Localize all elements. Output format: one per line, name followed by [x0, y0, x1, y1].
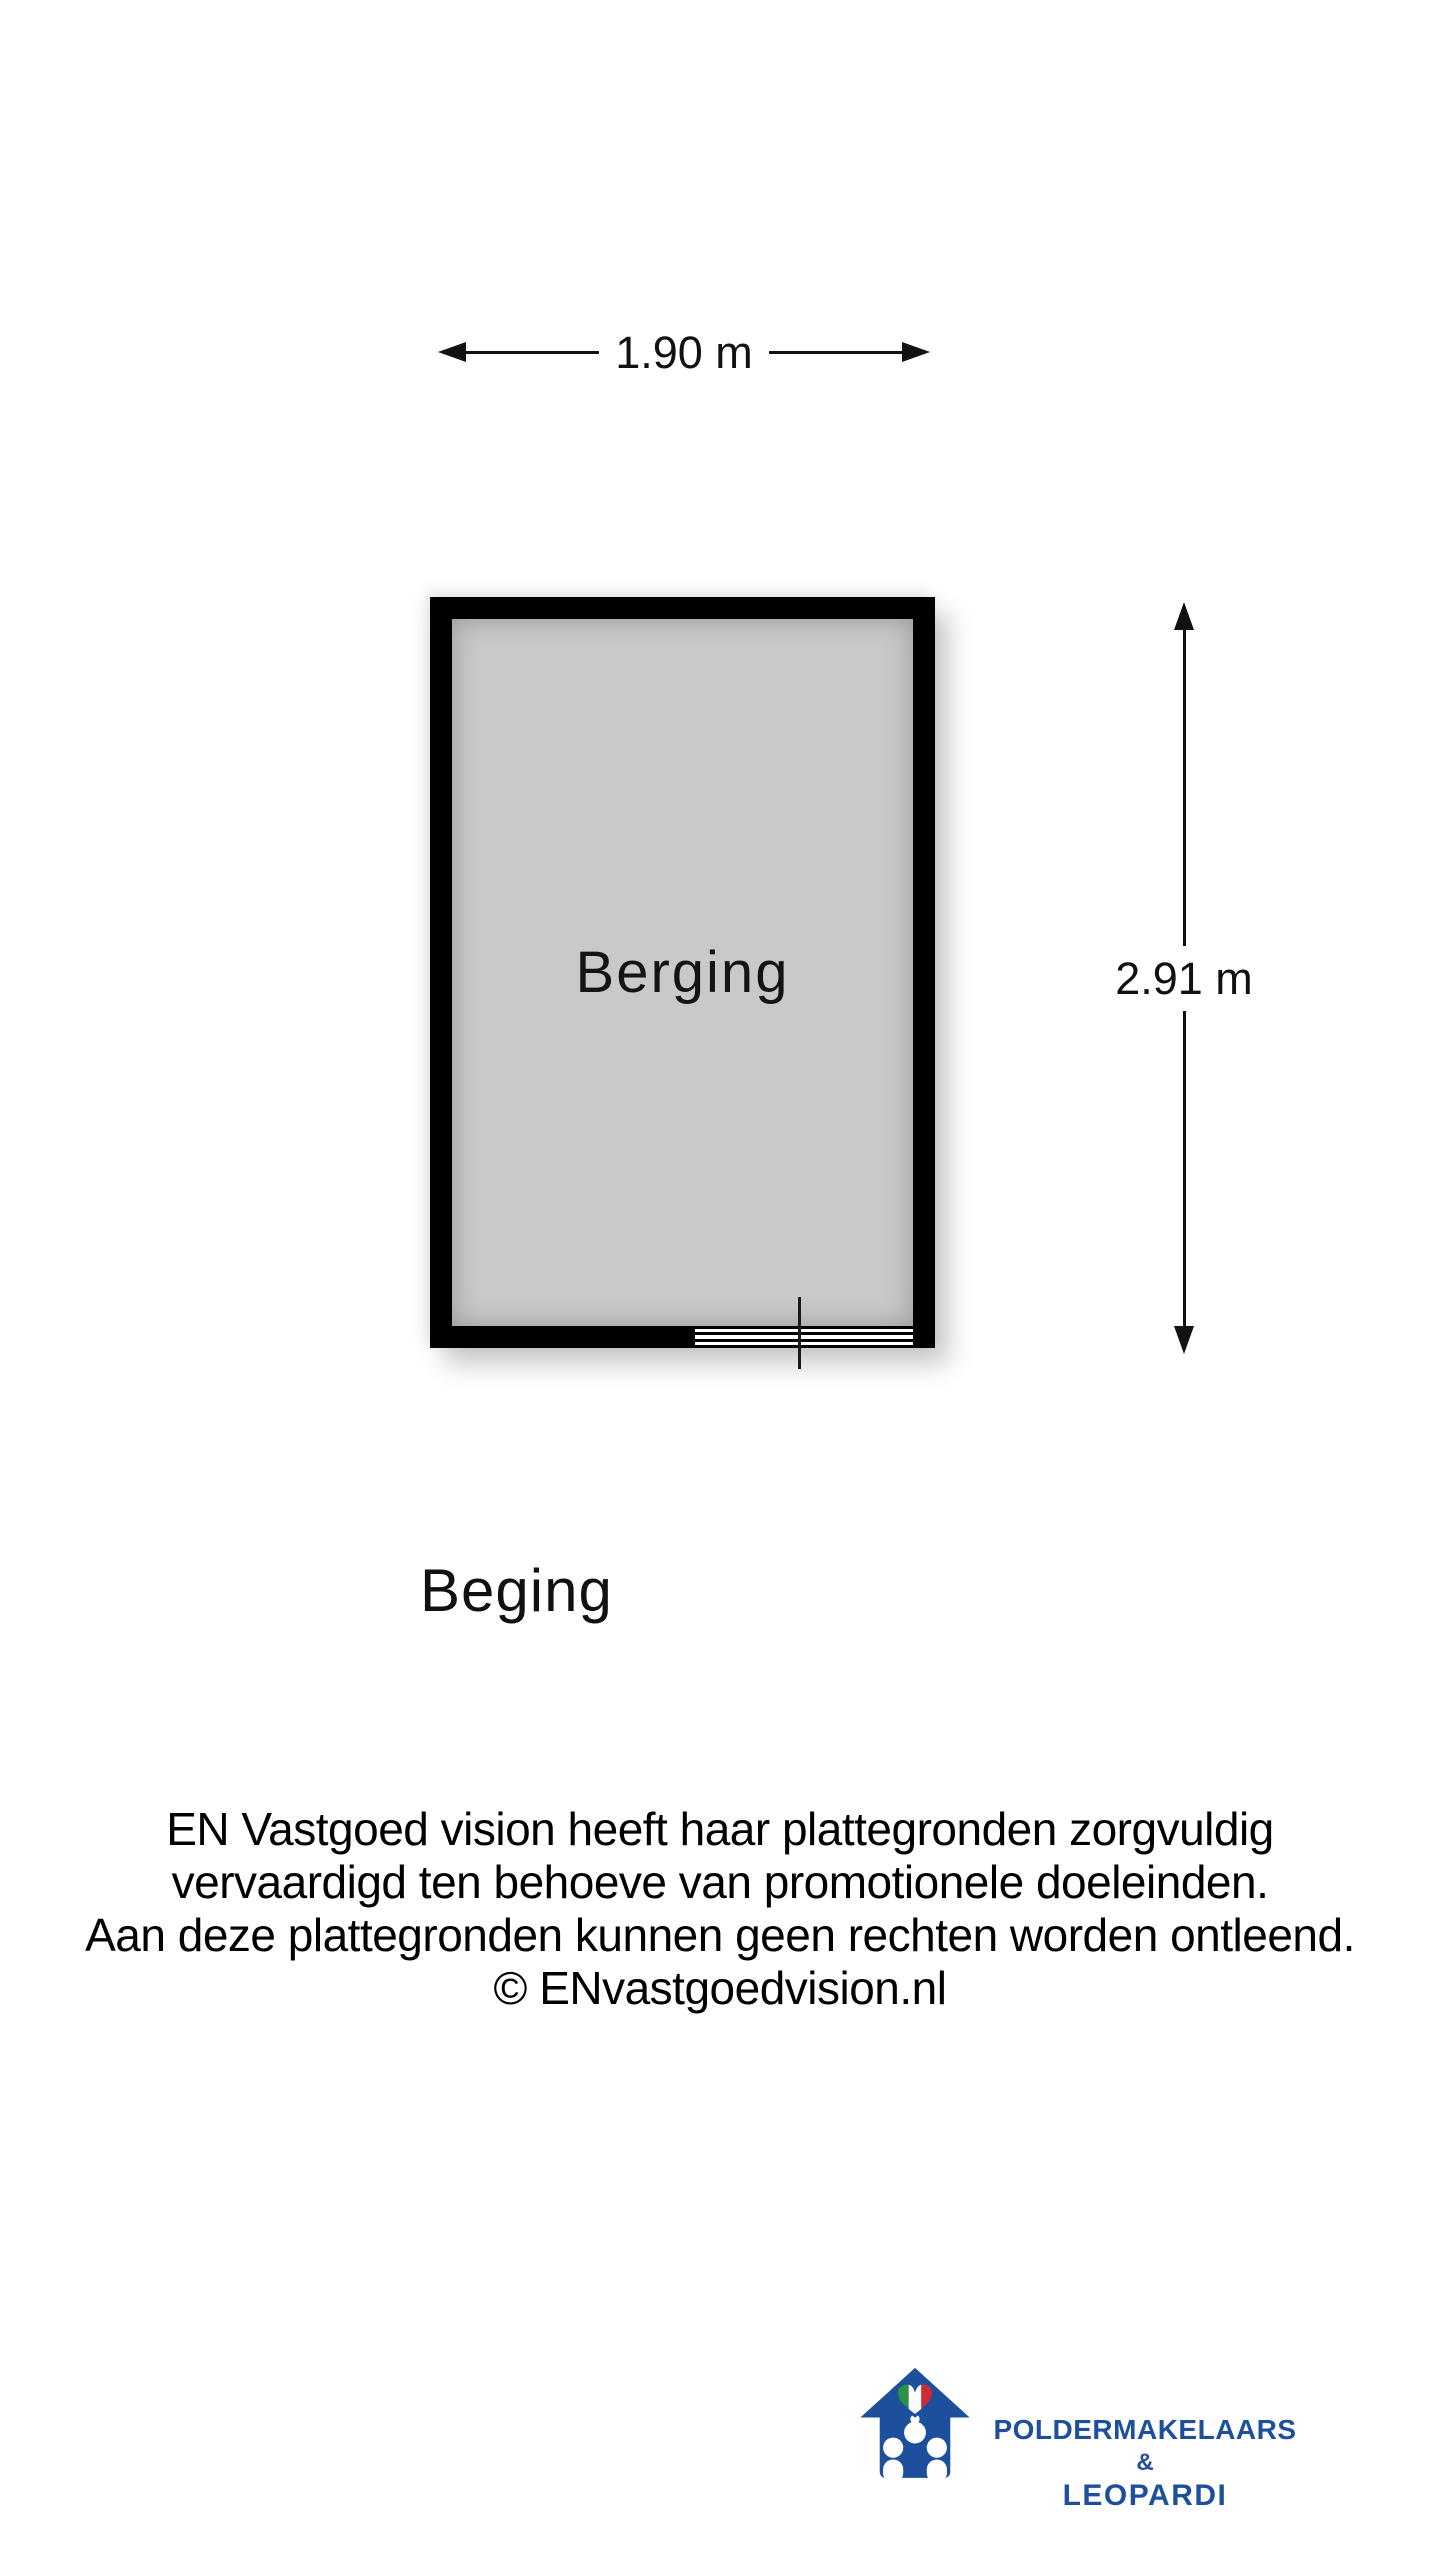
person-head-left: [883, 2438, 903, 2458]
dimension-line: [769, 351, 902, 354]
width-dimension: [438, 328, 930, 376]
height-dim-label: 2.91 m: [1115, 946, 1253, 1011]
brand-logo: [856, 2360, 1316, 2510]
arrow-left-icon: [438, 342, 466, 362]
disclaimer-line: vervaardigd ten behoeve van promotionele doeleinden.: [171, 1856, 1269, 1908]
brand-text: [980, 2414, 1310, 2513]
width-dim-label: 1.90 m: [615, 326, 753, 378]
room-berging: [430, 597, 935, 1348]
dimension-line: [466, 351, 599, 354]
window-line: [695, 1345, 913, 1348]
person-head-center: [904, 2422, 926, 2444]
window-symbol: [695, 1326, 913, 1348]
disclaimer-line: Aan deze plattegronden kunnen geen rechten worden ontleend.: [85, 1909, 1355, 1961]
room-label: Berging: [575, 940, 790, 1005]
window-line: [695, 1339, 913, 1342]
floor-title: Beging: [420, 1557, 613, 1624]
house-logo-icon: [856, 2362, 974, 2488]
height-dimension: [1115, 602, 1253, 1354]
dimension-line: [1183, 630, 1186, 946]
dimension-line: [1183, 1011, 1186, 1327]
window-line: [695, 1332, 913, 1335]
disclaimer: [0, 1803, 1440, 2015]
brand-name-line2: LEOPARDI: [1062, 2479, 1228, 2512]
window-line: [695, 1326, 913, 1329]
brand-name-line1: POLDERMAKELAARS: [993, 2414, 1297, 2445]
person-body-right: [927, 2459, 947, 2483]
arrow-down-icon: [1174, 1326, 1194, 1354]
arrow-up-icon: [1174, 602, 1194, 630]
door-line: [798, 1297, 801, 1369]
disclaimer-line: EN Vastgoed vision heeft haar plattegronden zorgvuldig: [166, 1803, 1274, 1855]
person-head-right: [927, 2438, 947, 2458]
arrow-right-icon: [902, 342, 930, 362]
brand-ampersand: &: [1136, 2449, 1154, 2476]
person-body-left: [883, 2459, 903, 2483]
room-floor: [452, 619, 913, 1326]
disclaimer-line: © ENvastgoedvision.nl: [493, 1962, 947, 2014]
